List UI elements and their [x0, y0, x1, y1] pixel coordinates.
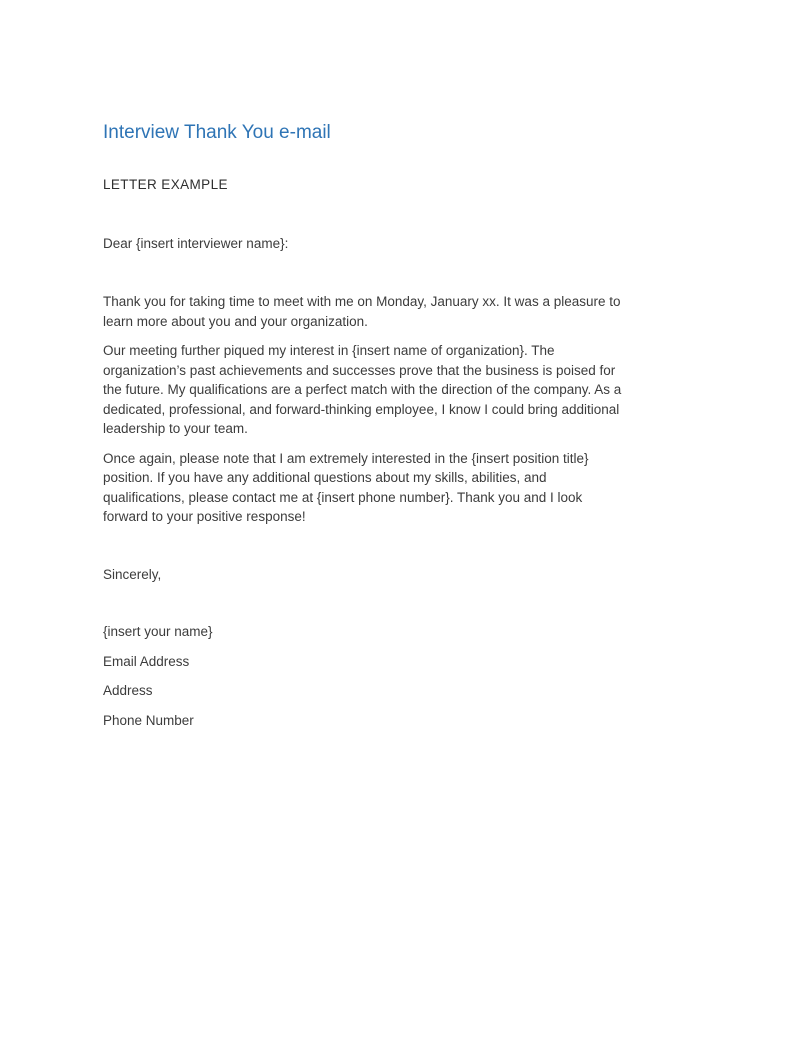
document-title: Interview Thank You e-mail — [103, 122, 331, 143]
letter-content — [103, 0, 723, 740]
paragraph-line: dedicated, professional, and forward-thinking employee, I know I could bring additional — [103, 401, 620, 417]
paragraph-line: position. If you have any additional questions about my skills, abilities, and — [103, 470, 547, 485]
paragraph-line: qualifications, please contact me at {insert phone number}. Thank you and I look — [103, 489, 583, 505]
closing: Sincerely, — [103, 566, 162, 582]
paragraph-1 — [103, 292, 723, 331]
paragraph-line: leadership to your team. — [103, 421, 248, 436]
paragraph-line: learn more about you and your organization. — [103, 313, 368, 329]
paragraph-line: Thank you for taking time to meet with me on Monday, January xx. It was a pleasure to — [103, 294, 621, 309]
paragraph-3 — [103, 449, 723, 527]
paragraph-line: Once again, please note that I am extremely interested in the {insert position title} — [103, 450, 589, 466]
salutation: Dear {insert interviewer name}: — [103, 235, 289, 251]
document-subtitle: LETTER EXAMPLE — [103, 177, 228, 192]
paragraph-2 — [103, 341, 723, 439]
paragraph-line: forward to your positive response! — [103, 509, 306, 524]
paragraph-line: organization’s past achievements and successes prove that the business is poised for — [103, 362, 616, 378]
signature-name: {insert your name} — [103, 624, 213, 639]
signature-email: Email Address — [103, 653, 190, 669]
signature-phone: Phone Number — [103, 712, 194, 728]
signature-address: Address — [103, 683, 153, 698]
paragraph-line: Our meeting further piqued my interest in {insert name of organization}. The — [103, 343, 555, 358]
paragraph-line: the future. My qualifications are a perfect match with the direction of the company. As a — [103, 382, 622, 397]
